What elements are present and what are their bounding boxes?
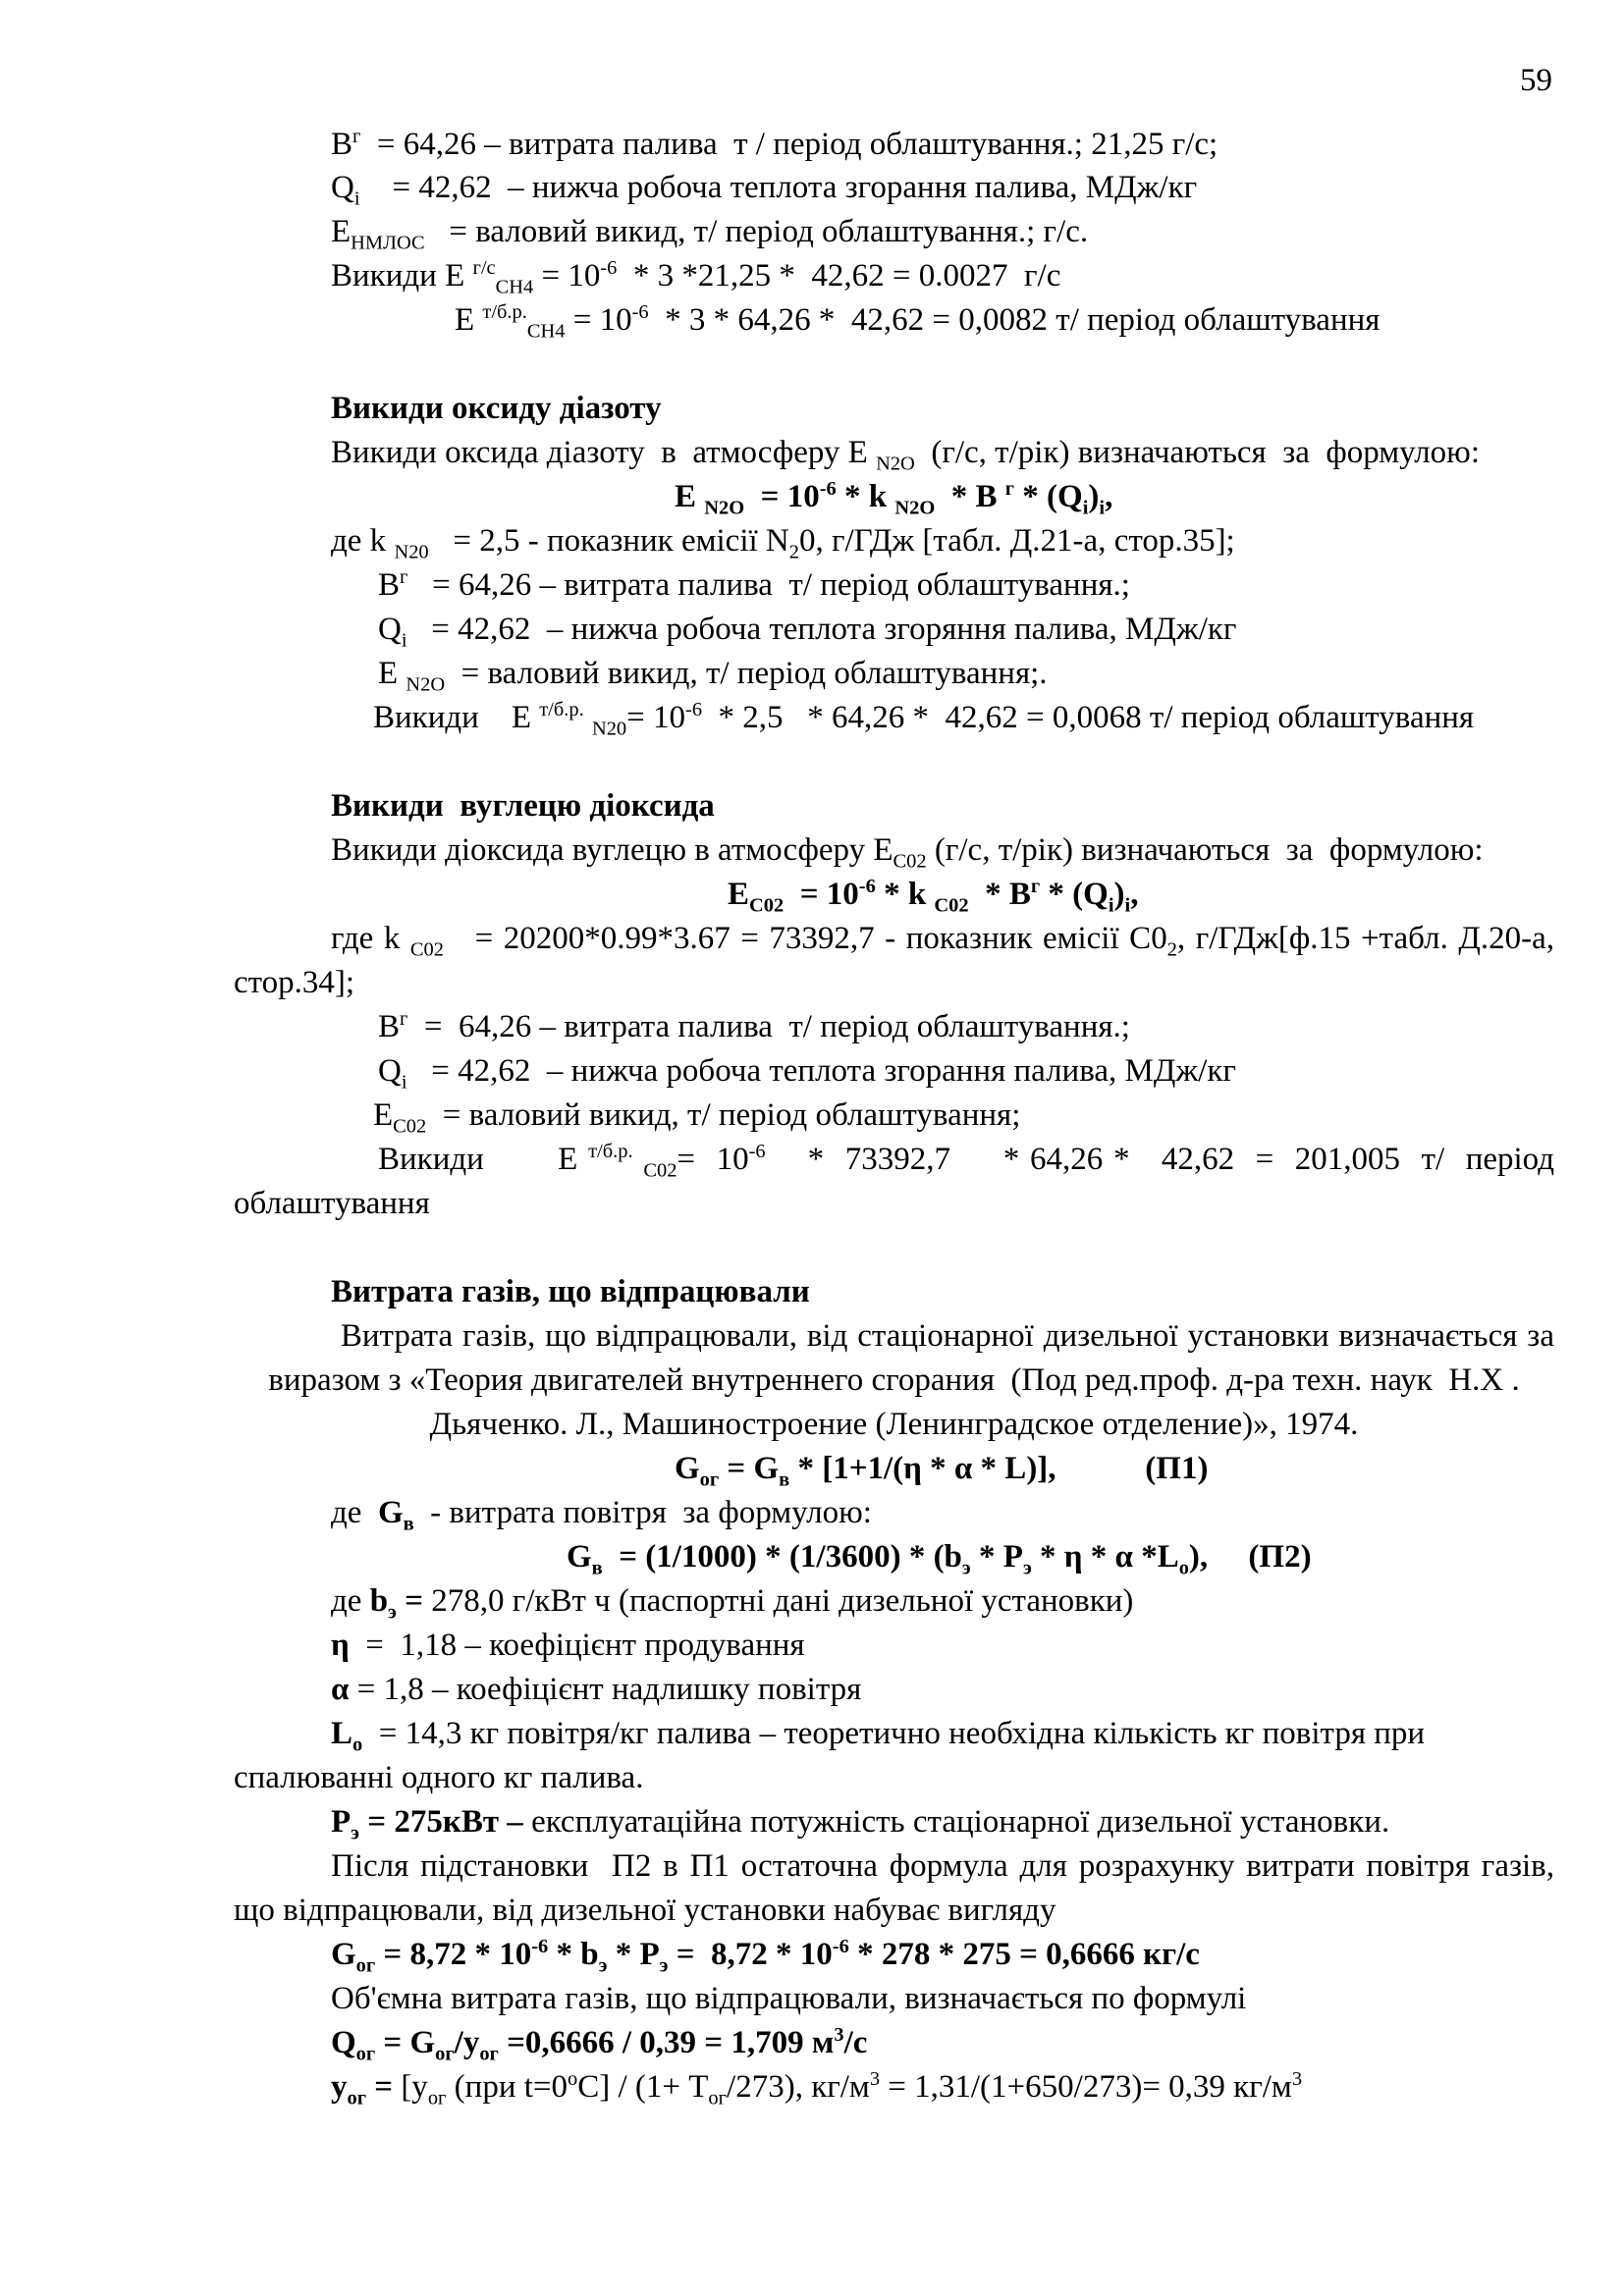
text-line: $В^г = 64,26$ – витрата палива т/ період облаштування.;: [378, 566, 1130, 603]
text-line: Е $_{N2O}$ = валовий викид, т/ період облаштування;.: [378, 656, 1048, 696]
text-line: виразом з «Теория двигателей внутреннего сгорания (Под ред.проф. д-ра техн. наук Н.Х .: [268, 1362, 1520, 1398]
text-line: $В^г = 64,26$ – витрата палива т/ період облаштування.;: [378, 1008, 1130, 1044]
section-heading: Витрата газів, що відпрацювали: [331, 1274, 810, 1309]
text-line: где k $_{С02}$ = 20200*0.99*3.67 = 73392,7 - показник емісії $С0_2$, г/ГДж[ф.15 +табл. Д.20-а,: [331, 921, 1554, 961]
text-line: $G_{ог} = G_в * [1+1/(\eta * \alpha * L)]$, (П1): [675, 1451, 1209, 1491]
text-line: $Р_э = 275кВт$ – експлуатаційна потужність стаціонарної дизельної установки.: [331, 1804, 1390, 1844]
text-line: стор.34];: [234, 965, 355, 1000]
text-line: де $b_э = 278,0$ г/кВт ч (паспортні дані дизельної установки): [331, 1583, 1134, 1624]
text-line: $Q_i = 42,62$ – нижча робоча теплота згоряння палива, МДж/кг: [378, 612, 1237, 652]
text-line: Викиди Е $^{г/с}_{СН4} = 10^{-6} * 3$ *21,25 * 42,62 = 0.0027 г/с: [331, 257, 1061, 298]
text-line: Е $^{т/б.р.}_{СН4} = 10^{-6} * 3 * 64,26 * 42,62 = 0,0082$ т/ період облаштування: [455, 301, 1380, 343]
page-number: 59: [1520, 63, 1552, 98]
text-line: $Е_{С02}$ = валовий викид, т/ період облаштування;: [373, 1097, 1021, 1138]
text-line: Е $_{N2O} = 10^{-6} * k$ $_{N2O}$ * В $^г * (Q_i)_i$,: [675, 478, 1113, 519]
text-line: де $G_в$ - витрата повітря за формулою:: [331, 1495, 872, 1535]
text-line: що відпрацювали, від дизельної установки набуває вигляду: [234, 1893, 1056, 1928]
text-line: спалюванні одного кг палива.: [234, 1760, 644, 1795]
text-line: $L_о = 14,3$ кг повітря/кг палива – теоретично необхідна кількість кг повітря при: [331, 1716, 1426, 1756]
text-line: $у_{ог} = [у_{ог}$ (при $t=0^оС] / (1+ Т_{ог}/273)$, $кг/м^3 = 1,31/(1+650/273)= 0,39$ $кг/м^3$: [331, 2068, 1303, 2109]
text-line: $Q_{ог} = G_{ог}/у_{ог} =0,6666 / 0,39 = 1,709$ $м^3/с$: [331, 2024, 868, 2065]
text-line: $Q_i$ = 42,62 – нижча робоча теплота згорання палива, МДж/кг: [331, 170, 1198, 210]
section-heading: Викиди вуглецю діоксида: [331, 788, 715, 824]
text-line: η = 1,18 – коефіцієнт продування: [331, 1628, 805, 1663]
text-line: $G_{ог} = 8,72 * 10^{-6} * b_э * Р_э = 8,72 * 10^{-6} * 278 * 275 = 0,6666$ кг/с: [331, 1936, 1200, 1977]
text-line: Витрата газів, що відпрацювали, від стаціонарної дизельної установки визначається за: [331, 1318, 1554, 1354]
text-line: $Q_i = 42,62$ – нижча робоча теплота згорання палива, МДж/кг: [378, 1053, 1236, 1094]
text-line: $Е_{НМЛОС}$ = валовий викид, т/ період облаштування.; г/с.: [331, 214, 1089, 254]
text-line: Після підстановки П2 в П1 остаточна формула для розрахунку витрати повітря газів,: [331, 1848, 1554, 1884]
text-line: $G_в = (1/1000) * (1/3600) * (b_э * Р_э * \eta * \alpha$ $*L_о$), (П2): [567, 1539, 1312, 1579]
text-line: де k $_{N20}$ = 2,5 - показник емісії $N_20$, г/ГДж [табл. Д.21-а, стор.35];: [331, 523, 1235, 563]
text-line: Викиди діоксида вуглецю в атмосферу $Е_{С02}$ (г/с, т/рік) визначаються за формулою:: [331, 832, 1484, 873]
text-line: Дьяченко. Л., Машиностроение (Ленинградское отделение)», 1974.: [429, 1407, 1359, 1442]
text-line: облаштування: [234, 1186, 430, 1221]
text-line: Викиди Е $^{т/б.р.}$ $_{N20}= 10^{-6} * 2,5 * 64,26 * 42,62 = 0,0068$ т/ період облаштування: [373, 699, 1475, 740]
text-line: Об'ємна витрата газів, що відпрацювали, визначається по формулі: [331, 1981, 1247, 2016]
text-line: α = 1,8 – коефіцієнт надлишку повітря: [331, 1672, 862, 1707]
section-heading: Викиди оксиду діазоту: [331, 391, 662, 426]
text-line: $В^г = 64,26$ – витрата палива т / період облаштування.; 21,25 г/с;: [331, 126, 1218, 162]
text-line: $Е_{С02} = 10^{-6} * k$ $_{С02} * В^г * (Q_i)_i$,: [728, 876, 1139, 917]
text-line: Викиди оксида діазоту в атмосферу Е $_{N2O}$ (г/с, т/рік) визначаються за формулою:: [331, 435, 1481, 475]
text-line: Викиди Е $^{т/б.р.}$ $_{С02}= 10^{-6}$ * 73392,7 * 64,26 * 42,62 = 201,005 т/ період: [378, 1141, 1555, 1182]
